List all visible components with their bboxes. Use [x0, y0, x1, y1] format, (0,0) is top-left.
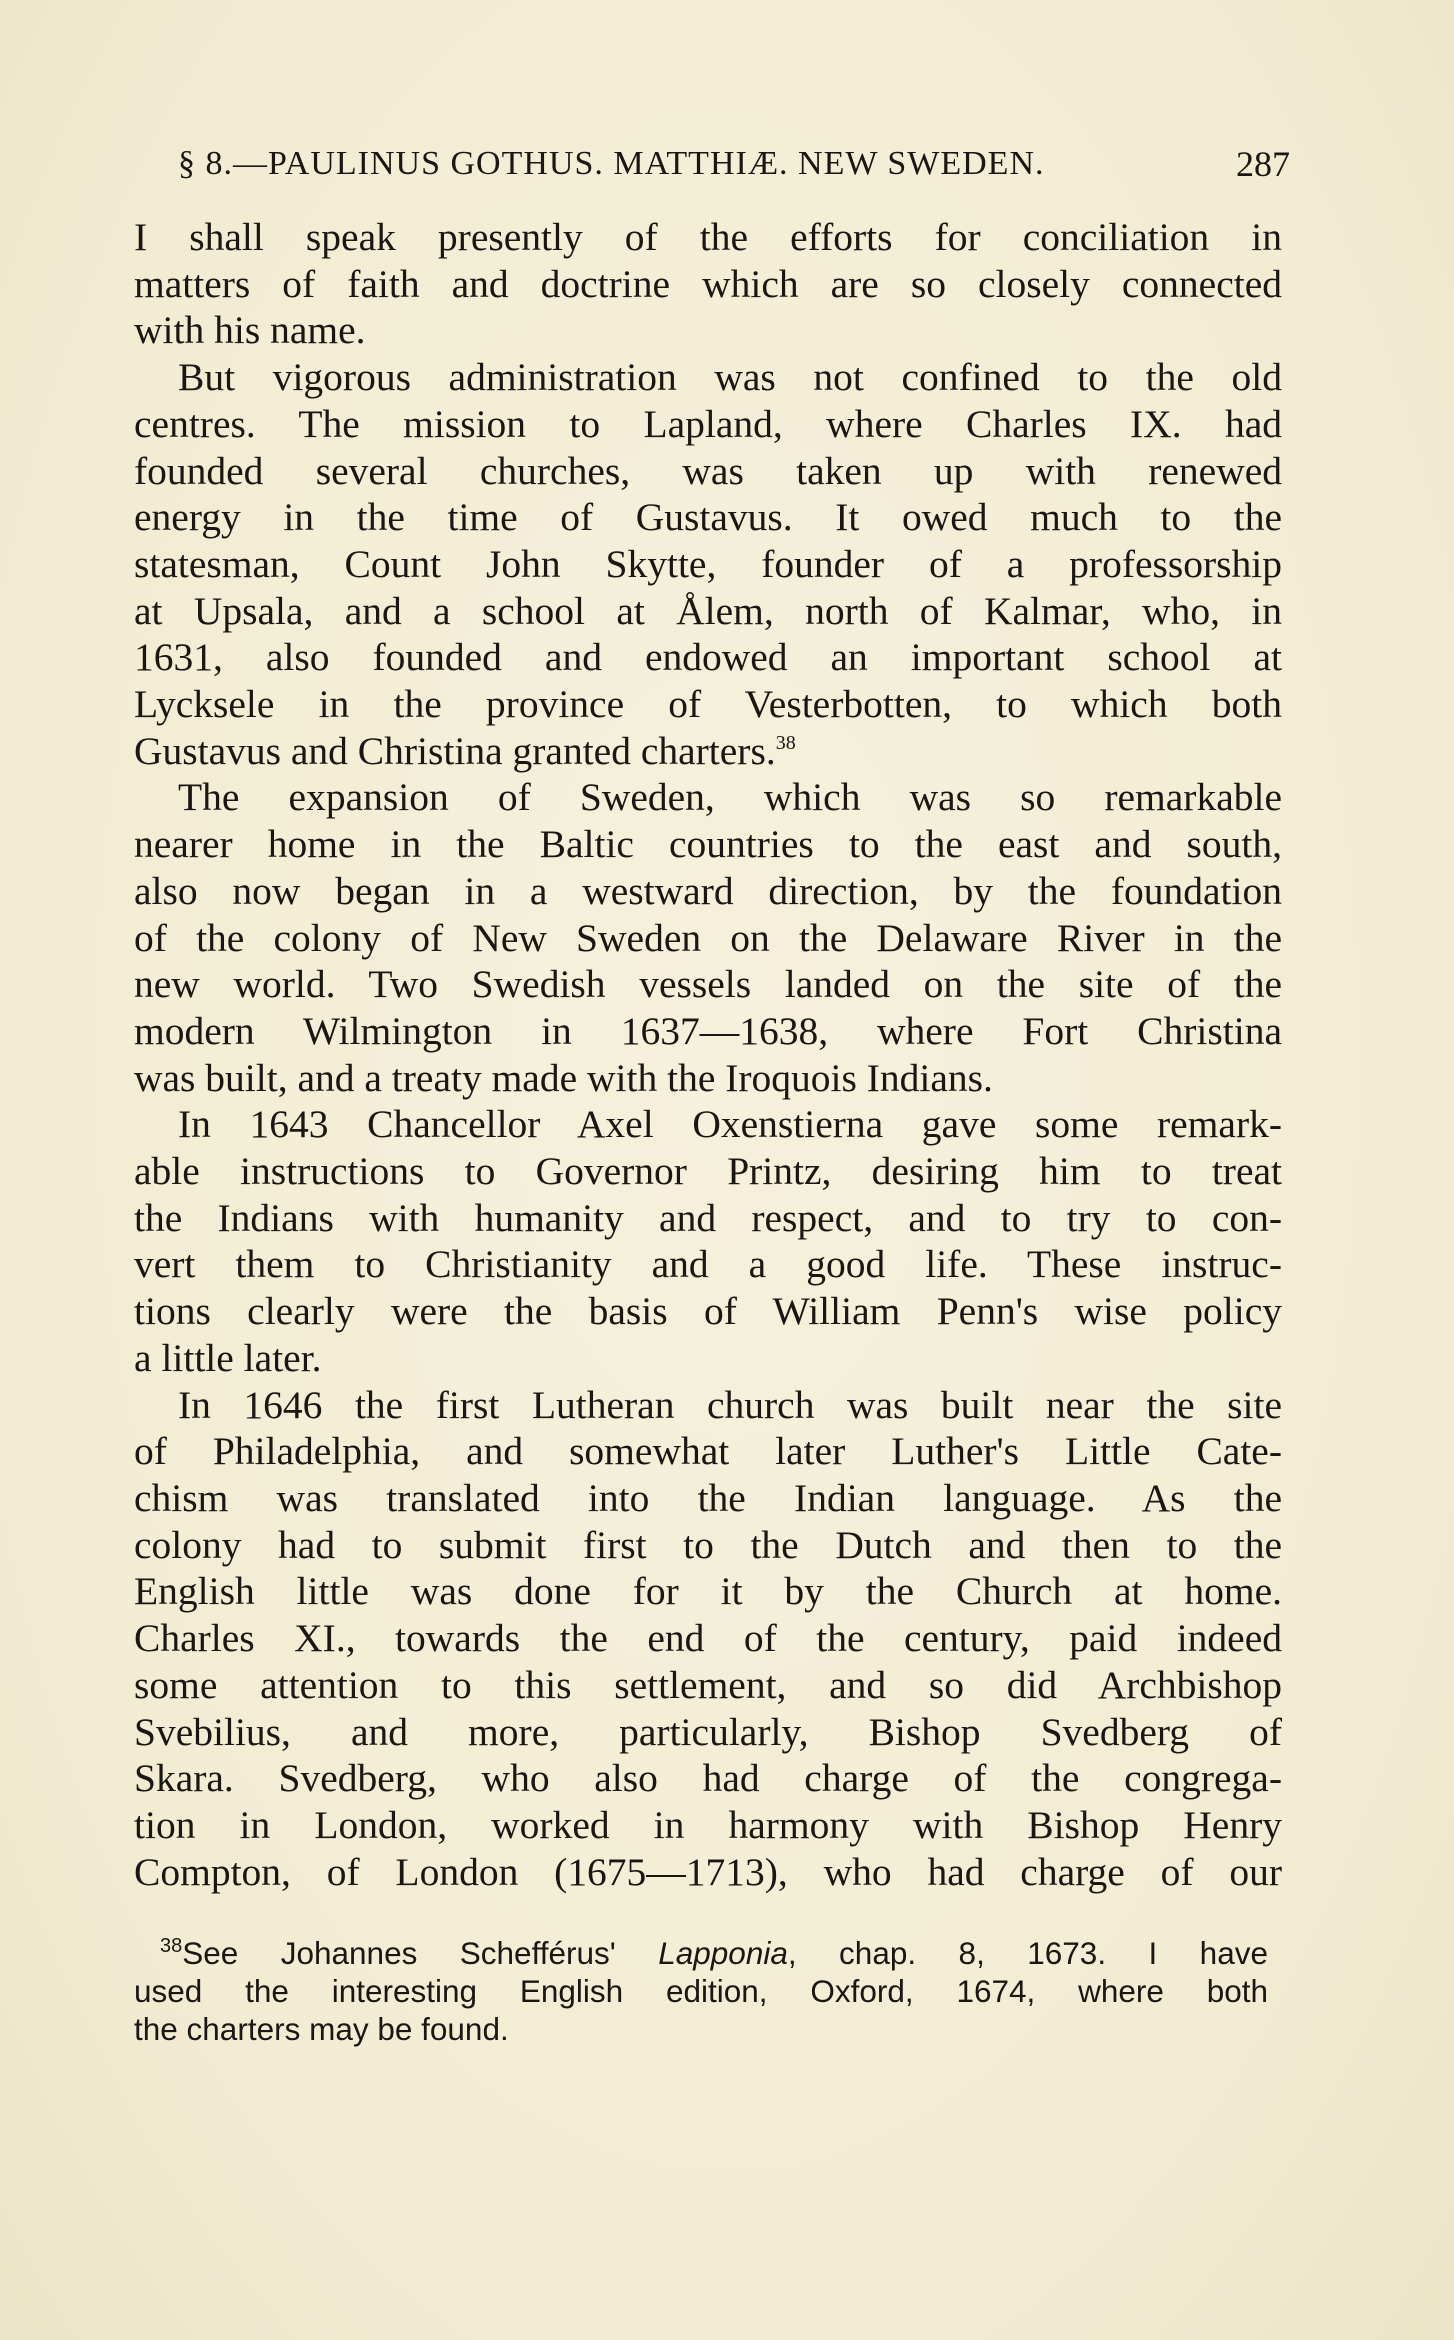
- page-header: [178, 140, 1290, 188]
- text-line: I shall speak presently of the efforts for conciliation in: [134, 215, 1282, 259]
- text-line: able instructions to Governor Printz, desiring him to treat: [134, 1149, 1282, 1194]
- text-line: tions clearly were the basis of William Penn's wise policy: [134, 1289, 1282, 1334]
- paragraph-5: [134, 1382, 1282, 1896]
- text-line: chism was translated into the Indian language. As the: [134, 1475, 1282, 1520]
- text-line: was built, and a treaty made with the Iroquois Indians.: [134, 1055, 993, 1100]
- footnote-text: , chap. 8, 1673. I have: [787, 1935, 1268, 1971]
- footnote-mark: 38: [160, 1935, 183, 1957]
- page-number: 287: [1236, 144, 1290, 184]
- text-line: English little was done for it by the Church at home.: [134, 1569, 1282, 1614]
- running-head: § 8.—PAULINUS GOTHUS. MATTHIÆ. NEW SWEDEN.: [178, 145, 1045, 182]
- paragraph-2: [134, 354, 1282, 774]
- footnote-line: used the interesting English edition, Oxford, 1674, where both: [134, 1973, 1268, 2009]
- text-line: also now began in a westward direction, by the foundation: [134, 868, 1282, 913]
- text-line: matters of faith and doctrine which are so closely connected: [134, 261, 1282, 306]
- text-line: colony had to submit first to the Dutch and then to the: [134, 1522, 1282, 1567]
- paragraph-1: [134, 214, 1282, 354]
- text-line: But vigorous administration was not confined to the old: [178, 355, 1282, 400]
- text-line: founded several churches, was taken up with renewed: [134, 448, 1282, 493]
- text-line: Charles XI., towards the end of the century, paid indeed: [134, 1616, 1282, 1661]
- text-line: 1631, also founded and endowed an important school at: [134, 635, 1282, 680]
- text-line: at Upsala, and a school at Ålem, north of Kalmar, who, in: [134, 588, 1282, 633]
- text-line: the Indians with humanity and respect, and to try to con-: [134, 1195, 1282, 1240]
- text-line: modern Wilmington in 1637—1638, where Fort Christina: [134, 1008, 1282, 1053]
- text-line: Compton, of London (1675—1713), who had charge of our: [134, 1849, 1282, 1894]
- text-line: vert them to Christianity and a good life. These instruc-: [134, 1242, 1282, 1287]
- text-line: tion in London, worked in harmony with Bishop Henry: [134, 1802, 1282, 1847]
- text-line: The expansion of Sweden, which was so remarkable: [178, 775, 1282, 820]
- text-line: of the colony of New Sweden on the Delaware River in the: [134, 915, 1282, 960]
- text-line: Svebilius, and more, particularly, Bishop Svedberg of: [134, 1709, 1282, 1754]
- footnote: [134, 1934, 1268, 2048]
- text-line: with his name.: [134, 308, 366, 353]
- text-line: some attention to this settlement, and so did Archbishop: [134, 1662, 1282, 1707]
- text-line: Lycksele in the province of Vesterbotten, to which both: [134, 682, 1282, 727]
- text-line-with-footnote: [134, 728, 1282, 775]
- text-line: Skara. Svedberg, who also had charge of the congrega-: [134, 1756, 1282, 1801]
- footnote-reference: 38: [775, 731, 796, 754]
- footnote-book-title: Lapponia: [658, 1935, 788, 1971]
- text-line: In 1643 Chancellor Axel Oxenstierna gave some remark-: [178, 1102, 1282, 1147]
- footnote-line: the charters may be found.: [134, 2011, 509, 2047]
- main-text: [134, 214, 1282, 1895]
- text-line: centres. The mission to Lapland, where Charles IX. had: [134, 401, 1282, 446]
- paragraph-4: [134, 1101, 1282, 1381]
- footnote-text: See Johannes Schefférus': [182, 1935, 659, 1971]
- text-line: a little later.: [134, 1335, 322, 1380]
- text-line: new world. Two Swedish vessels landed on the site of the: [134, 962, 1282, 1007]
- text-line: of Philadelphia, and somewhat later Luther's Little Cate-: [134, 1429, 1282, 1474]
- text-line-content: Gustavus and Christina granted charters.: [134, 728, 776, 773]
- text-line: energy in the time of Gustavus. It owed much to the: [134, 495, 1282, 540]
- footnote-line: [134, 1934, 1268, 1972]
- text-line: nearer home in the Baltic countries to the east and south,: [134, 822, 1282, 867]
- text-line: In 1646 the first Lutheran church was built near the site: [178, 1382, 1282, 1427]
- text-line: statesman, Count John Skytte, founder of a professorship: [134, 541, 1282, 586]
- paragraph-3: [134, 774, 1282, 1101]
